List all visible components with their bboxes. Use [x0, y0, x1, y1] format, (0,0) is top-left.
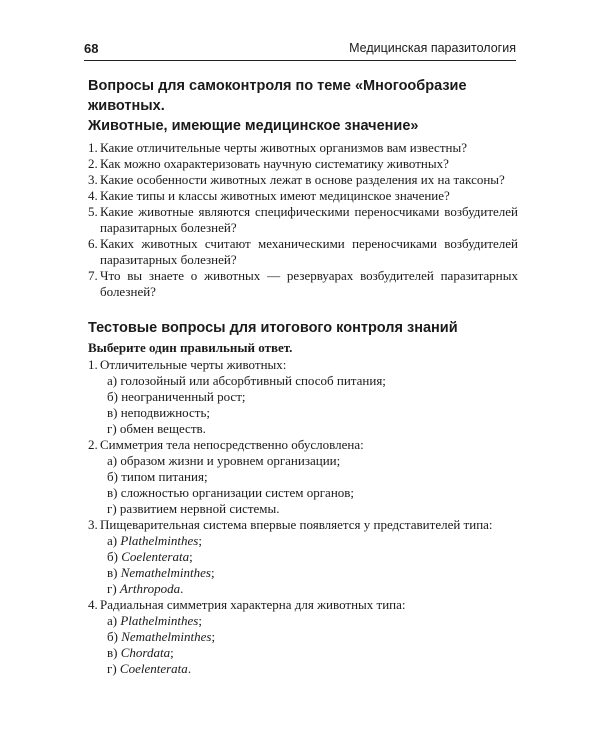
- option-text: типом питания;: [121, 469, 208, 484]
- question-number: 3.: [88, 517, 98, 532]
- option-text: сложностью организации систем органов;: [120, 485, 355, 500]
- question-number: 4.: [88, 597, 98, 612]
- option-letter: г): [107, 501, 117, 516]
- self-control-heading-line1: Вопросы для самоконтроля по теме «Многообразие животных.: [88, 78, 467, 114]
- test-question: [88, 597, 518, 677]
- question-text: Какие типы и классы животных имеют медицинское значение?: [100, 188, 450, 203]
- question-text: Каких животных считают механическими переносчиками возбудителей паразитарных болезней?: [100, 236, 518, 267]
- self-control-question: [88, 204, 518, 236]
- question-text: Симметрия тела непосредственно обусловлена:: [100, 437, 364, 452]
- self-control-heading-line2: Животные, имеющие медицинское значение»: [88, 118, 419, 134]
- option-text: Nemathelminthes: [121, 629, 212, 644]
- option-letter: б): [107, 389, 118, 404]
- answer-option: [88, 549, 518, 565]
- test-questions-heading: Тестовые вопросы для итогового контроля знаний: [88, 320, 458, 336]
- page-header: [84, 38, 516, 60]
- option-text: развитием нервной системы.: [119, 501, 280, 516]
- option-letter: а): [107, 613, 118, 628]
- question-text: Пищеварительная система впервые появляется у представителей типа:: [100, 517, 493, 532]
- option-letter: б): [107, 549, 118, 564]
- question-text: Какие особенности животных лежат в основе разделения их на таксоны?: [100, 172, 505, 187]
- question-number: 3.: [88, 172, 98, 187]
- question-number: 1.: [88, 357, 98, 372]
- option-letter: г): [107, 421, 117, 436]
- option-letter: б): [107, 469, 118, 484]
- question-text: Как можно охарактеризовать научную систематику животных?: [100, 156, 449, 171]
- question-number: 2.: [88, 156, 98, 171]
- test-question: [88, 517, 518, 597]
- answer-option: [88, 453, 518, 469]
- option-letter: г): [107, 661, 117, 676]
- answer-option: [88, 565, 518, 581]
- option-text: образом жизни и уровнем организации;: [120, 453, 341, 468]
- option-text: неограниченный рост;: [121, 389, 246, 404]
- option-punct: .: [180, 581, 184, 596]
- option-letter: б): [107, 629, 118, 644]
- question-text: Какие отличительные черты животных организмов вам известны?: [100, 140, 467, 155]
- question-number: 6.: [88, 236, 98, 251]
- option-punct: ;: [211, 629, 216, 644]
- option-text: голозойный или абсорбтивный способ питания;: [120, 373, 386, 388]
- header-rule: [84, 60, 516, 61]
- answer-option: [88, 469, 518, 485]
- question-text: Радиальная симметрия характерна для животных типа:: [100, 597, 406, 612]
- option-punct: ;: [210, 565, 215, 580]
- answer-option: [88, 405, 518, 421]
- option-punct: ;: [198, 613, 202, 628]
- question-text: Какие животные являются специфическими переносчиками возбудителей паразитарных болезней?: [100, 204, 518, 235]
- option-punct: .: [187, 661, 192, 676]
- answer-option: [88, 421, 518, 437]
- test-question: [88, 437, 518, 517]
- option-letter: г): [107, 581, 117, 596]
- test-question: [88, 357, 518, 437]
- answer-option: [88, 613, 518, 629]
- answer-option: [88, 629, 518, 645]
- question-number: 7.: [88, 268, 98, 283]
- self-control-question: [88, 156, 518, 172]
- option-letter: а): [107, 533, 118, 548]
- answer-option: [88, 485, 518, 501]
- question-text: Отличительные черты животных:: [100, 357, 287, 372]
- option-text: Plathelminthes: [120, 613, 199, 628]
- page-number: 68: [84, 41, 99, 56]
- test-instruction: Выберите один правильный ответ.: [88, 340, 293, 355]
- option-letter: а): [107, 373, 118, 388]
- answer-option: [88, 645, 518, 661]
- self-control-questions: [88, 140, 518, 300]
- option-text: Chordata: [120, 645, 171, 660]
- option-letter: в): [107, 645, 118, 660]
- answer-option: [88, 661, 518, 677]
- question-text: Что вы знаете о животных — резервуарах возбудителей паразитарных болезней?: [100, 268, 518, 299]
- running-title: Медицинская паразитология: [349, 41, 516, 55]
- option-letter: в): [107, 485, 118, 500]
- answer-option: [88, 581, 518, 597]
- self-control-heading: [88, 76, 518, 136]
- option-punct: ;: [198, 533, 202, 548]
- answer-option: [88, 501, 518, 517]
- self-control-question: [88, 172, 518, 188]
- option-text: обмен веществ.: [119, 421, 206, 436]
- self-control-question: [88, 140, 518, 156]
- option-letter: в): [107, 565, 118, 580]
- self-control-question: [88, 236, 518, 268]
- option-letter: в): [107, 405, 118, 420]
- option-text: Coelenterata: [119, 661, 188, 676]
- self-control-question: [88, 268, 518, 300]
- option-letter: а): [107, 453, 118, 468]
- page-content: [88, 76, 518, 677]
- answer-option: [88, 389, 518, 405]
- option-text: Coelenterata: [121, 549, 190, 564]
- option-punct: ;: [170, 645, 174, 660]
- option-text: неподвижность;: [120, 405, 210, 420]
- option-punct: ;: [189, 549, 193, 564]
- question-number: 4.: [88, 188, 98, 203]
- question-number: 5.: [88, 204, 98, 219]
- option-text: Arthropoda: [119, 581, 181, 596]
- answer-option: [88, 373, 518, 389]
- self-control-question: [88, 188, 518, 204]
- question-number: 1.: [88, 140, 98, 155]
- question-number: 2.: [88, 437, 98, 452]
- option-text: Nemathelminthes: [120, 565, 211, 580]
- option-text: Plathelminthes: [120, 533, 199, 548]
- answer-option: [88, 533, 518, 549]
